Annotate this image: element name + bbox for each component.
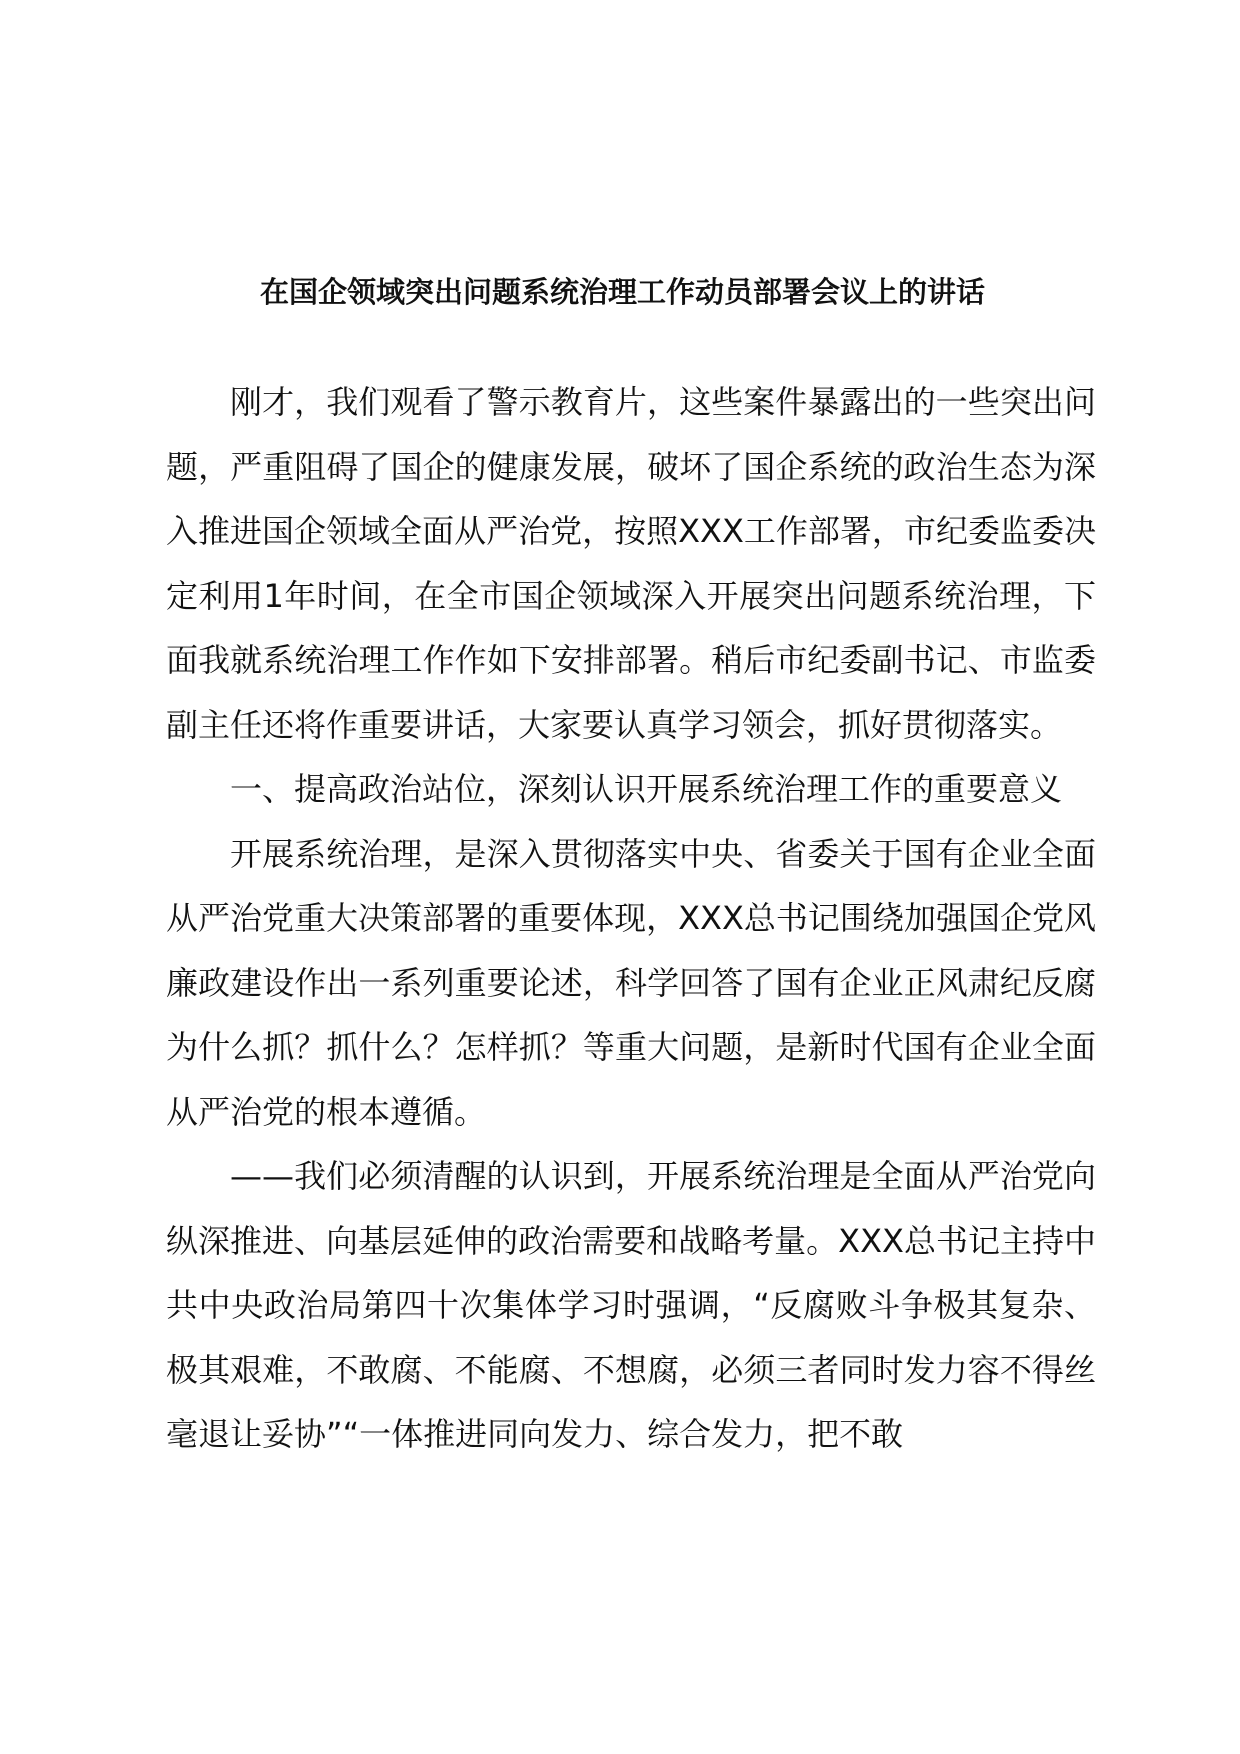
section-heading-1: 一、提高政治站位，深刻认识开展系统治理工作的重要意义 (230, 770, 1063, 808)
paragraph-intro: 刚才，我们观看了警示教育片，这些案件暴露出的一些突出问题，严重阻碍了国企的健康发展，破坏了国企系统的政治生态为深入推进国企领域全面从严治党，按照XXX工作部署，市纪委监委决定利用1年时间，在全市国企领域深入开展突出问题系统治理，下面我就系统治理工作作如下安排部署。稍后市纪委副书记、市监委副主任还将作重要讲话，大家要认真学习领会，抓好贯彻落实。 (166, 383, 1096, 744)
paragraph-significance: 开展系统治理，是深入贯彻落实中央、省委关于国有企业全面从严治党重大决策部署的重要体现，XXX总书记围绕加强国企党风廉政建设作出一系列重要论述，科学回答了国有企业正风肃纪反腐为什么抓？抓什么？怎样抓？等重大问题，是新时代国有企业全面从严治党的根本遵循。 (166, 834, 1096, 1131)
paragraph-recognition: ——我们必须清醒的认识到，开展系统治理是全面从严治党向纵深推进、向基层延伸的政治需要和战略考量。XXX总书记主持中共中央政治局第四十次集体学习时强调，“反腐败斗争极其复杂、极其艰难，不敢腐、不能腐、不想腐，必须三者同时发力容不得丝毫退让妥协”“一体推进同向发力、综合发力，把不敢 (166, 1157, 1096, 1453)
page-title: 在国企领域突出问题系统治理工作动员部署会议上的讲话 (259, 275, 985, 309)
document-body (166, 370, 1096, 1467)
